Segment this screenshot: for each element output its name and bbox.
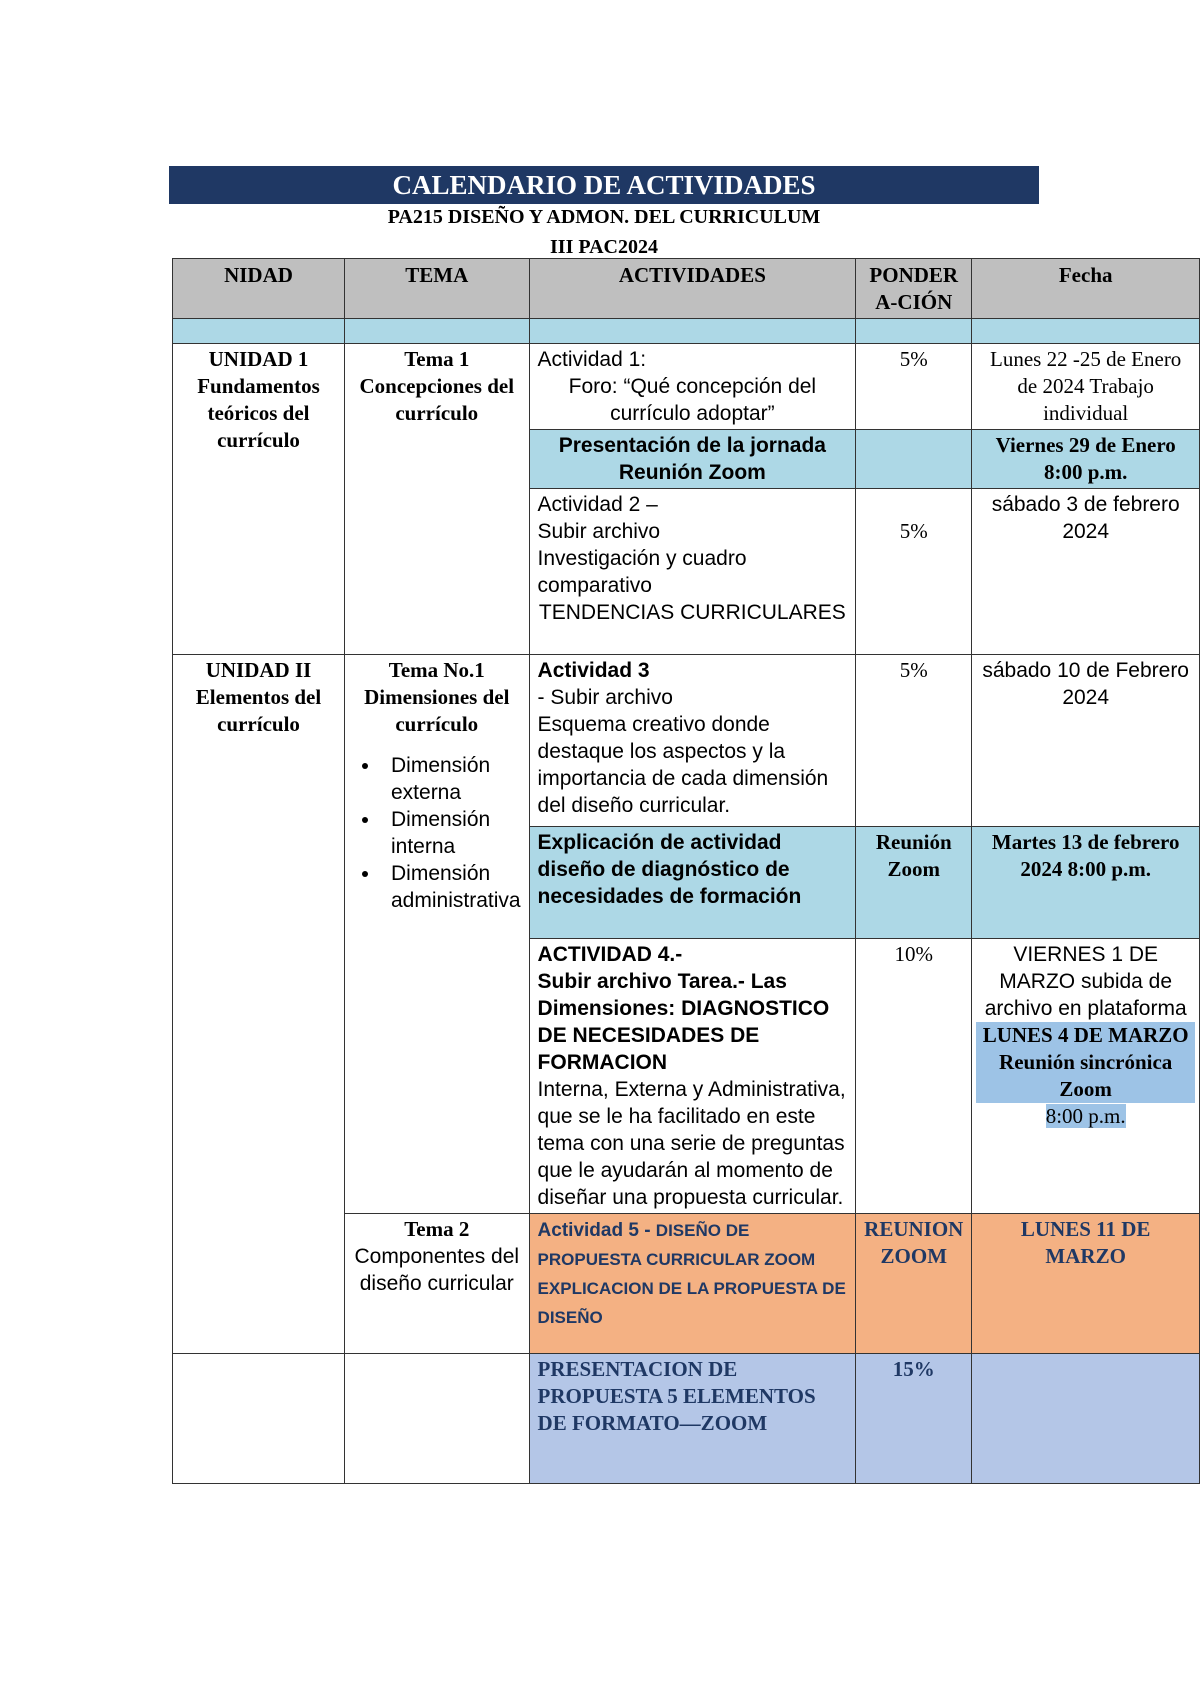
list-item: • Dimensión externa	[381, 752, 521, 806]
topic-cell	[345, 344, 530, 655]
activity-cell	[529, 489, 856, 655]
unit-cell	[173, 655, 345, 1354]
session-cell: Presentación de la jornada Reunión Zoom	[529, 430, 856, 489]
header-tema: TEMA	[345, 259, 530, 319]
activity-cell	[529, 939, 856, 1214]
activity-subtitle: Subir archivo Tarea.- Las Dimensiones: DIAGNOSTICO DE NECESIDADES DE FORMACION	[537, 970, 830, 1074]
date-cell: sábado 3 de febrero 2024	[972, 489, 1200, 655]
activity-title: Actividad 3	[537, 659, 650, 682]
activity-description: Esquema creativo donde destaque los aspectos y la importancia de cada dimensión del diseño curricular.	[537, 713, 829, 817]
date-upload: VIERNES 1 DE MARZO subida de archivo en plataforma	[984, 943, 1187, 1020]
activity-line: - Subir archivo	[537, 686, 673, 709]
weight-cell: 5%	[856, 489, 972, 655]
activity-line: Subir archivo	[537, 520, 661, 543]
weight-cell	[856, 430, 972, 489]
activity-title: Actividad 1:	[537, 348, 647, 371]
activity-description: DISEÑO DE PROPUESTA CURRICULAR ZOOM EXPLICACION DE LA PROPUESTA DE DISEÑO	[537, 1221, 846, 1327]
weight-cell: 5%	[856, 344, 972, 430]
unit-cell	[173, 1354, 345, 1484]
activity-cell	[529, 1214, 856, 1354]
page-title: CALENDARIO DE ACTIVIDADES	[169, 166, 1039, 204]
table-row	[173, 655, 1200, 827]
session-cell: Explicación de actividad diseño de diagnóstico de necesidades de formación	[529, 827, 856, 939]
table-row	[173, 344, 1200, 430]
topic-cell	[345, 655, 530, 1214]
topic-cell	[345, 1354, 530, 1484]
unit-label: UNIDAD 1	[208, 347, 309, 371]
unit-name: Fundamentos teóricos del currículo	[197, 374, 320, 452]
header-fecha: Fecha	[972, 259, 1200, 319]
activity-title: Actividad 2 –	[537, 493, 658, 516]
date-meeting: LUNES 4 DE MARZO Reunión sincrónica Zoom	[976, 1022, 1195, 1103]
date-cell: LUNES 11 DE MARZO	[972, 1214, 1200, 1354]
activity-topic: TENDENCIAS CURRICULARES	[538, 601, 846, 624]
activity-title: Actividad 5 -	[537, 1220, 656, 1241]
date-cell	[972, 939, 1200, 1214]
date-cell: sábado 10 de Febrero 2024	[972, 655, 1200, 827]
activity-cell	[529, 655, 856, 827]
course-subtitle: PA215 DISEÑO Y ADMON. DEL CURRICULUM	[387, 206, 821, 228]
topic-label: Tema No.1	[388, 658, 485, 682]
activity-line: Investigación y cuadro comparativo	[537, 547, 747, 597]
activity-description: Interna, Externa y Administrativa, que se le ha facilitado en este tema con una serie de preguntas que le ayudarán al momento de diseñar una propuesta curricular.	[537, 1078, 846, 1209]
weight-cell: 10%	[856, 939, 972, 1214]
weight-cell: 15%	[856, 1354, 972, 1484]
unit-name: Elementos del currículo	[195, 685, 322, 736]
activity-cell	[529, 344, 856, 430]
dimension-list	[353, 752, 521, 914]
topic-name: Dimensiones del currículo	[364, 685, 510, 736]
topic-label: Tema 2	[404, 1217, 470, 1241]
final-activity-cell: PRESENTACION DE PROPUESTA 5 ELEMENTOS DE FORMATO—ZOOM	[529, 1354, 856, 1484]
topic-name: Componentes del diseño curricular	[354, 1245, 520, 1295]
table-row	[173, 1354, 1200, 1484]
blank-band-row	[173, 319, 1200, 344]
period-subtitle: III PAC2024	[550, 236, 658, 258]
topic-name: Concepciones del currículo	[359, 374, 515, 425]
weight-cell: 5%	[856, 655, 972, 827]
topic-cell	[345, 1214, 530, 1354]
header-row	[173, 259, 1200, 319]
date-cell: Lunes 22 -25 de Enero de 2024 Trabajo individual	[972, 344, 1200, 430]
list-item: • Dimensión interna	[381, 806, 521, 860]
topic-label: Tema 1	[404, 347, 470, 371]
unit-label: UNIDAD II	[205, 658, 312, 682]
date-cell: Viernes 29 de Enero 8:00 p.m.	[972, 430, 1200, 489]
date-cell: Martes 13 de febrero 2024 8:00 p.m.	[972, 827, 1200, 939]
date-time: 8:00 p.m.	[1045, 1104, 1126, 1128]
activity-description: Foro: “Qué concepción del currículo adoptar”	[568, 375, 817, 425]
header-ponderacion: PONDER A-CIÓN	[856, 259, 972, 319]
weight-cell: REUNION ZOOM	[856, 1214, 972, 1354]
header-unidad: NIDAD	[173, 259, 345, 319]
date-cell	[972, 1354, 1200, 1484]
list-item: • Dimensión administrativa	[381, 860, 521, 914]
weight-cell: Reunión Zoom	[856, 827, 972, 939]
unit-cell	[173, 344, 345, 655]
activity-title: ACTIVIDAD 4.-	[537, 943, 683, 966]
activities-table	[172, 258, 1200, 1484]
header-actividades: ACTIVIDADES	[529, 259, 856, 319]
